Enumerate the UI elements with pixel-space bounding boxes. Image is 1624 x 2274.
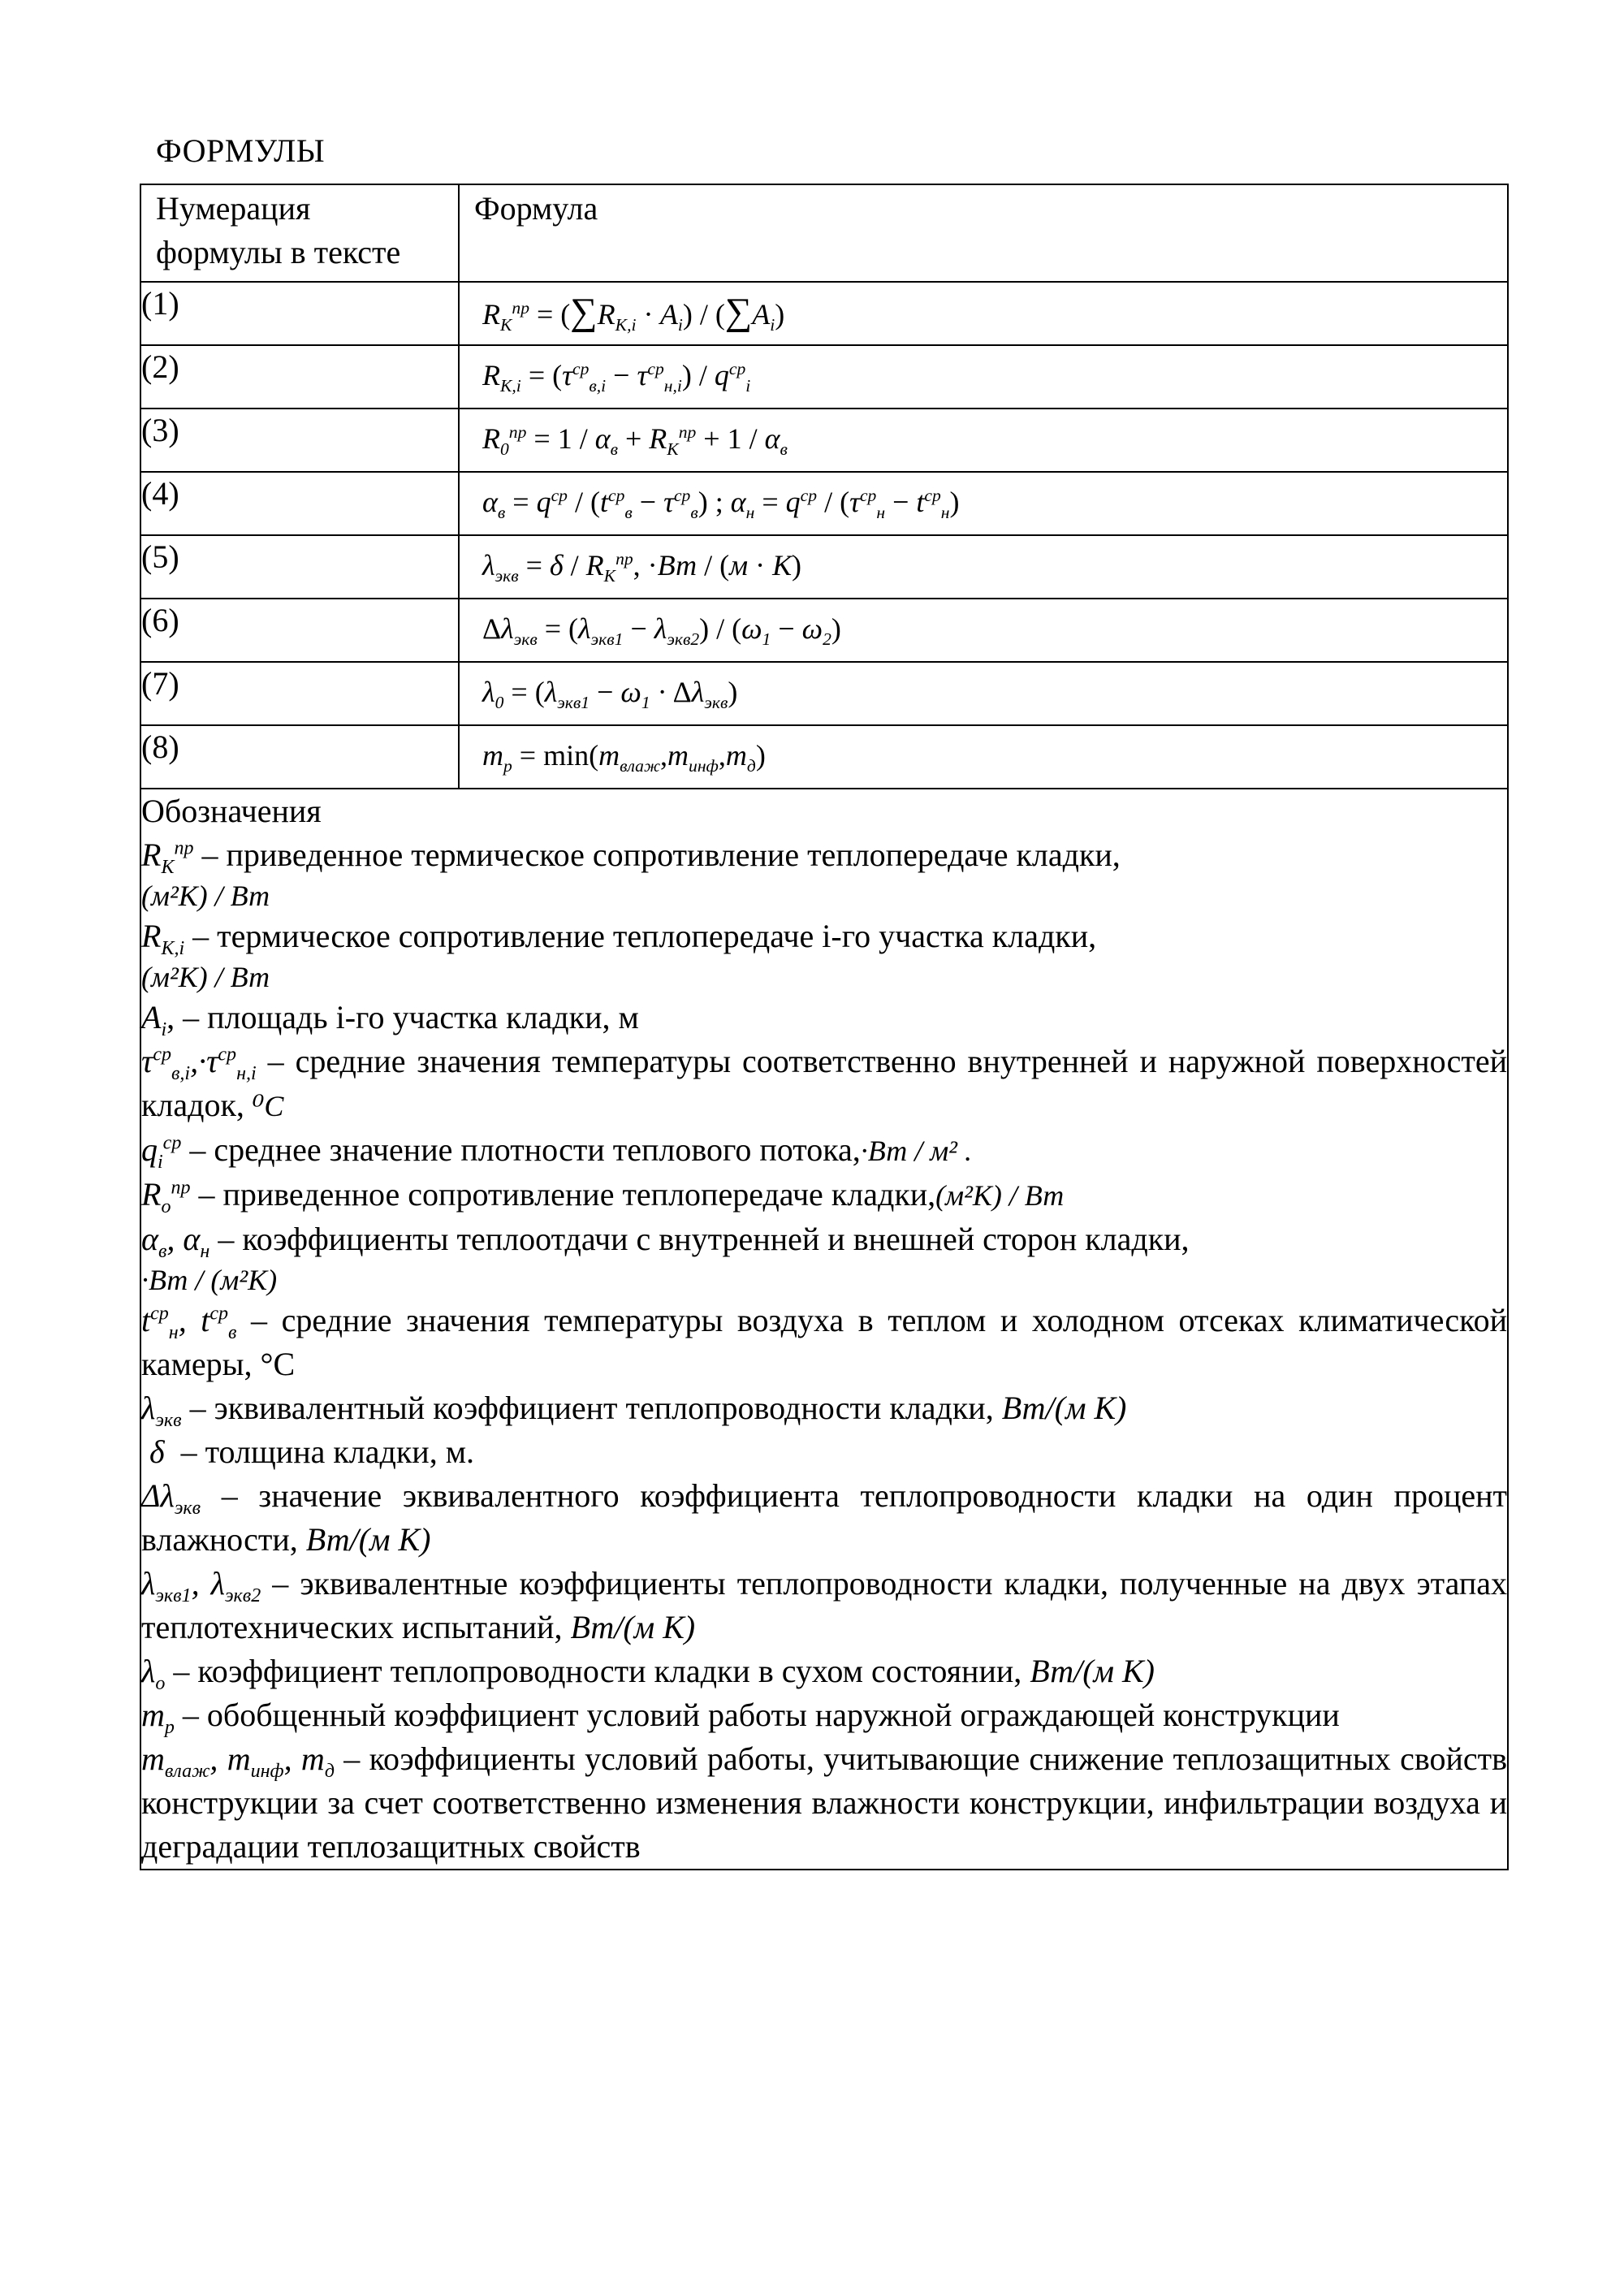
- definition-item: $m_p$ – обобщенный коэффициент условий работы наружной ограждающей конструкции: [141, 1697, 1340, 1738]
- header-formula-cell: [459, 184, 1508, 282]
- formula-3: $R_0^{пр} = 1 / \alpha_в + R_K^{пр} + 1 / \alpha_в$: [482, 422, 788, 460]
- definition-item: $R_o^{пр}$ – приведенное сопротивление теплопередаче кладки,(м²К) / Вт: [141, 1176, 1065, 1217]
- table-row: [140, 409, 1508, 472]
- formula-cell: [459, 472, 1508, 535]
- notes-row: [140, 789, 1508, 1870]
- formula-number: (2): [140, 345, 459, 409]
- formula-1: $R_K^{пр} = (\sum R_{K,i} \cdot A_i) / (\sum A_i)$: [482, 291, 785, 335]
- formula-2: $R_{K,i} = (\tau^{ср}_{в,i} - \tau^{ср}_{н,i}) / q^{ср}_i$: [482, 359, 751, 396]
- formula-number: (3): [140, 409, 459, 472]
- definition-item: $\lambda_{экв1}$, $\lambda_{экв2}$ – эквивалентные коэффициенты теплопроводности кладки, полученные на двух этапах теплотехнических испытаний, Вт/(м К): [141, 1565, 1508, 1645]
- definition-item: $R_{K,i}$ – термическое сопротивление теплопередаче i-го участка кладки, (м²К) / Вт: [141, 918, 1097, 993]
- table-row: [140, 535, 1508, 599]
- notes-cell: [140, 789, 1508, 1870]
- formula-cell: [459, 409, 1508, 472]
- table-row: [140, 282, 1508, 345]
- definition-item: $\tau^{ср}_{в,i},\cdot\tau^{ср}_{н,i}$ – средние значения температуры соответственно внутренней и наружной поверхностей кладок, ⁰C: [141, 1043, 1508, 1123]
- table-row: [140, 345, 1508, 409]
- definition-item: $\lambda_{экв}$ – эквивалентный коэффициент теплопроводности кладки, Вт/(м К): [141, 1390, 1127, 1431]
- formula-7: $\lambda_0 = (\lambda_{экв1} - \omega_1 \cdot \Delta\lambda_{экв})$: [482, 676, 738, 713]
- formula-number: (1): [140, 282, 459, 345]
- definition-item: $\Delta\lambda_{экв}$ – значение эквивалентного коэффициента теплопроводности кладки на один процент влажности, Вт/(м К): [141, 1477, 1507, 1558]
- formula-number: (4): [140, 472, 459, 535]
- definition-item: $R_K^{пр}$ – приведенное термическое сопротивление теплопередаче кладки, (м²К) / Вт: [141, 837, 1121, 912]
- formula-8: $m_p = \min(m_{влаж},m_{инф},m_д)$: [482, 739, 766, 776]
- table-row: [140, 599, 1508, 662]
- header-number-label: Нумерация формулы в тексте: [156, 190, 401, 270]
- formula-cell: [459, 282, 1508, 345]
- definition-item: $m_{влаж}$, $m_{инф}$, $m_д$ – коэффициенты условий работы, учитывающие снижение теплозащитных свойств конструкции за счет соответственно изменения влажности конструкции, инфильтрации воздуха и деградации теплозащитных свойств: [141, 1740, 1508, 1865]
- table-row: [140, 662, 1508, 725]
- formula-number: (7): [140, 662, 459, 725]
- formula-6: $\Delta\lambda_{экв} = (\lambda_{экв1} - \lambda_{экв2}) / (\omega_1 - \omega_2)$: [482, 612, 841, 650]
- formula-cell: [459, 725, 1508, 789]
- formula-cell: [459, 345, 1508, 409]
- formula-5: $\lambda_{экв} = \delta / R_K^{пр}$, ·Вт / (м · К): [482, 549, 801, 586]
- definition-item: $\lambda_o$ – коэффициент теплопроводности кладки в сухом состоянии, Вт/(м К): [141, 1653, 1155, 1694]
- definition-item: δ – толщина кладки, м.: [149, 1433, 474, 1470]
- formula-cell: [459, 535, 1508, 599]
- table-row: [140, 472, 1508, 535]
- definition-item: $q_i^{ср}$ – среднее значение плотности теплового потока,·Вт / м² .: [141, 1131, 972, 1173]
- header-formula-label: Формула: [474, 190, 598, 227]
- formula-table: [140, 184, 1509, 1870]
- formula-number: (6): [140, 599, 459, 662]
- formula-number: (5): [140, 535, 459, 599]
- definition-item: $t^{ср}_н$, $t^{ср}_в$ – средние значения температуры воздуха в теплом и холодном отсеках климатической камеры, °С: [141, 1302, 1507, 1382]
- definition-item: $A_i$, – площадь i-го участка кладки, м: [141, 999, 639, 1040]
- formula-cell: [459, 599, 1508, 662]
- formula-4: $\alpha_в = q^{ср} / (t^{ср}_в - \tau^{ср}_в)$ ; $\alpha_н = q^{ср} / (\tau^{ср}_н - t^{ср}_н)$: [482, 486, 960, 523]
- definition-item: $\alpha_в$, $\alpha_н$ – коэффициенты теплоотдачи с внутренней и внешней сторон кладки, ·Вт / (м²К): [141, 1221, 1190, 1296]
- header-number-cell: [140, 184, 459, 282]
- table-header-row: [140, 184, 1508, 282]
- formula-cell: [459, 662, 1508, 725]
- table-row: [140, 725, 1508, 789]
- document-title: ФОРМУЛЫ: [156, 132, 326, 169]
- notes-title: Обозначения: [141, 793, 322, 829]
- formula-number: (8): [140, 725, 459, 789]
